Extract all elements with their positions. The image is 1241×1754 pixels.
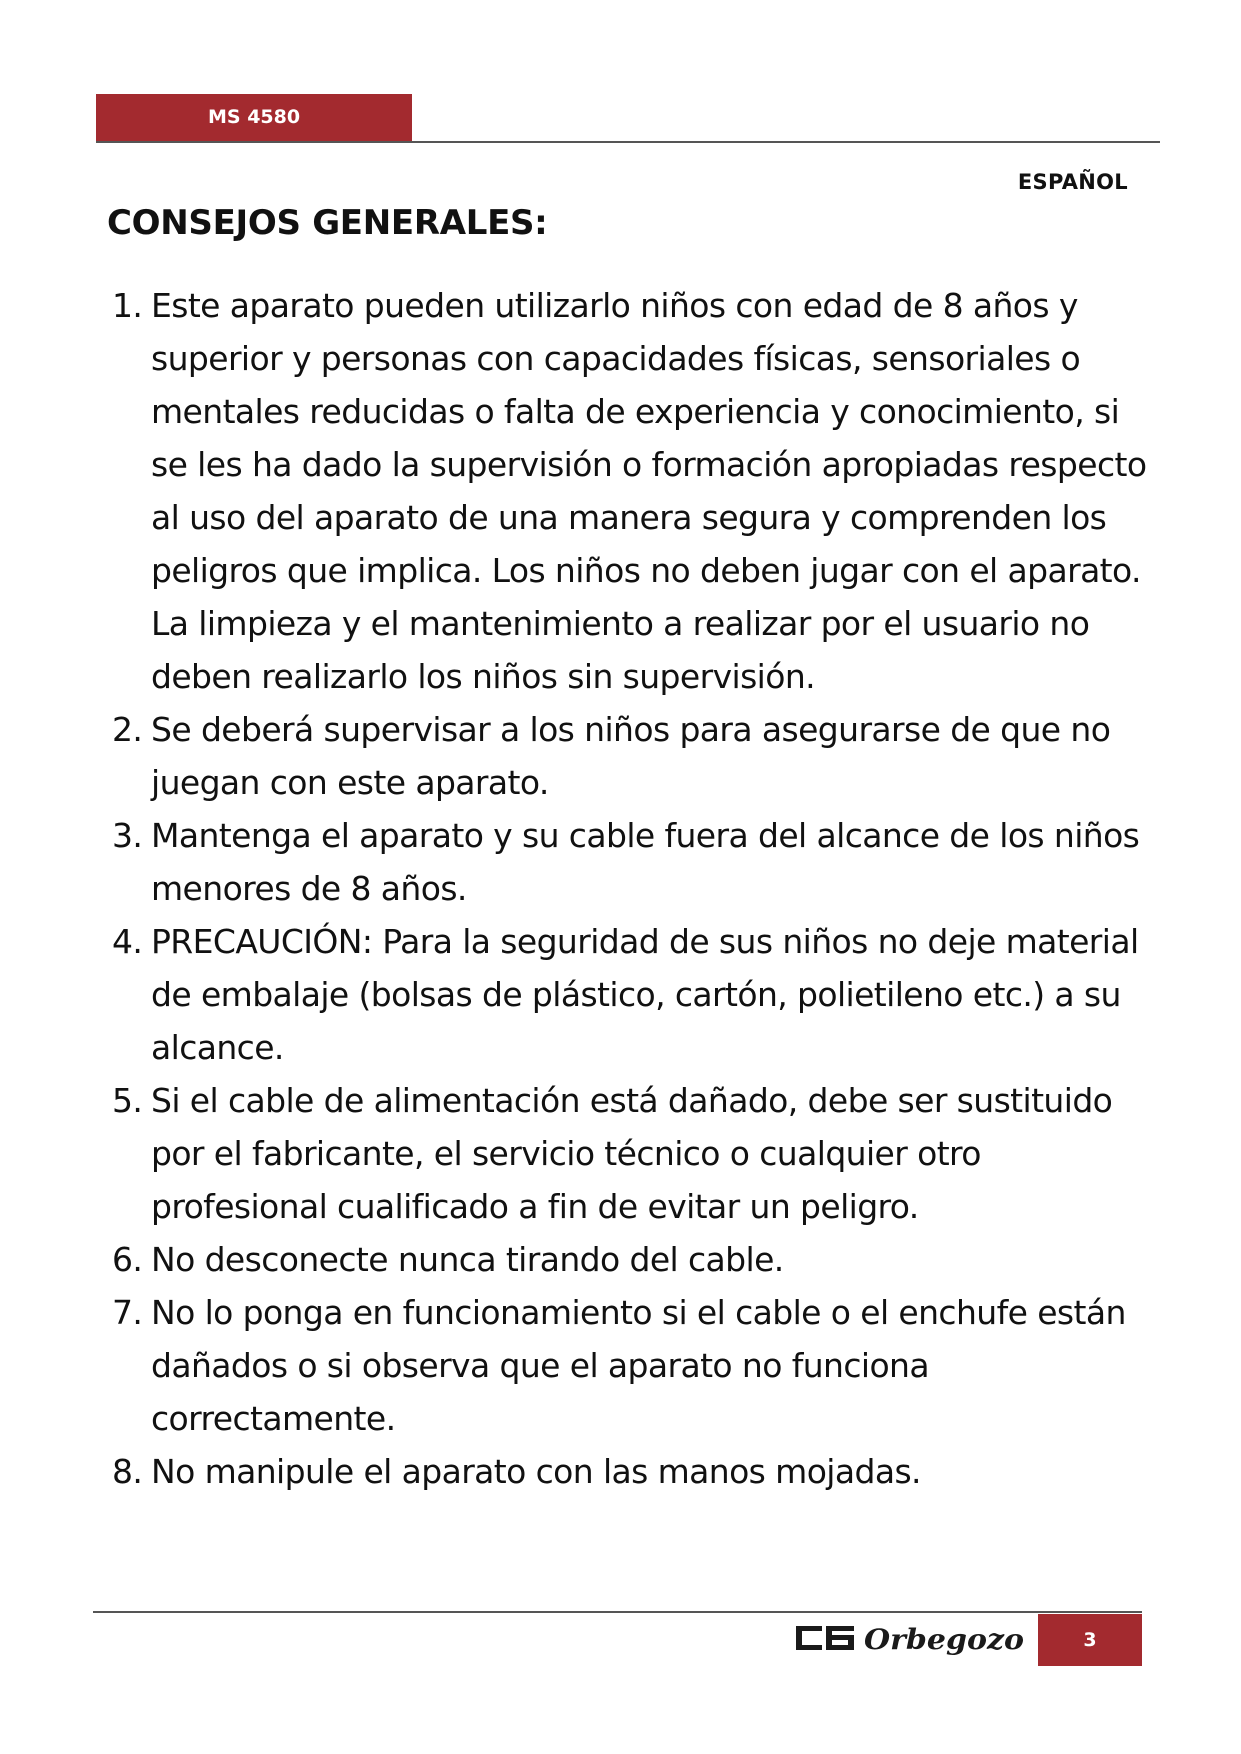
item-number: 3. bbox=[112, 816, 143, 855]
item-text: No manipule el aparato con las manos mojadas. bbox=[151, 1452, 921, 1491]
item-number: 2. bbox=[112, 710, 143, 749]
item-text: Se deberá supervisar a los niños para asegurarse de que no juegan con este aparato. bbox=[151, 710, 1111, 802]
header-divider bbox=[96, 141, 1160, 143]
page-number-box bbox=[1038, 1614, 1142, 1666]
model-label: MS 4580 bbox=[208, 106, 301, 128]
list-item bbox=[112, 809, 1152, 915]
footer-divider bbox=[93, 1611, 1142, 1613]
item-number: 8. bbox=[112, 1452, 143, 1491]
orbegozo-logo bbox=[792, 1618, 1032, 1658]
item-text: Mantenga el aparato y su cable fuera del alcance de los niños menores de 8 años. bbox=[151, 816, 1140, 908]
item-number: 7. bbox=[112, 1293, 143, 1332]
item-number: 4. bbox=[112, 922, 143, 961]
item-text: Este aparato pueden utilizarlo niños con edad de 8 años y superior y personas con capacidades físicas, sensoriales o mentales reducidas o falta de experiencia y conocimiento, si se les ha dado la supervisión o formación apropiadas respecto al uso del aparato de una manera segura y comprenden los peligros que implica. Los niños no deben jugar con el aparato. La limpieza y el mantenimiento a realizar por el usuario no deben realizarlo los niños sin supervisión. bbox=[151, 286, 1147, 696]
item-text: No lo ponga en funcionamiento si el cable o el enchufe están dañados o si observa que el aparato no funciona correctamente. bbox=[151, 1293, 1126, 1438]
item-text: Si el cable de alimentación está dañado, debe ser sustituido por el fabricante, el servicio técnico o cualquier otro profesional cualificado a fin de evitar un peligro. bbox=[151, 1081, 1113, 1226]
list-item bbox=[112, 1233, 1152, 1286]
item-text: PRECAUCIÓN: Para la seguridad de sus niños no deje material de embalaje (bolsas de plástico, cartón, polietileno etc.) a su alcance. bbox=[151, 922, 1139, 1067]
item-number: 1. bbox=[112, 286, 143, 325]
logo-mark-icon bbox=[796, 1626, 854, 1650]
list-item bbox=[112, 1074, 1152, 1233]
list-item bbox=[112, 1286, 1152, 1445]
section-title: CONSEJOS GENERALES: bbox=[107, 203, 548, 243]
advice-list bbox=[112, 279, 1152, 1498]
item-number: 5. bbox=[112, 1081, 143, 1120]
item-number: 6. bbox=[112, 1240, 143, 1279]
language-label: ESPAÑOL bbox=[1017, 170, 1128, 194]
list-item bbox=[112, 703, 1152, 809]
list-item bbox=[112, 1445, 1152, 1498]
list-item bbox=[112, 915, 1152, 1074]
page-number: 3 bbox=[1083, 1629, 1097, 1651]
item-text: No desconecte nunca tirando del cable. bbox=[151, 1240, 784, 1279]
list-item bbox=[112, 279, 1152, 703]
model-tab bbox=[96, 94, 412, 141]
brand-wordmark: Orbegozo bbox=[864, 1623, 1024, 1656]
